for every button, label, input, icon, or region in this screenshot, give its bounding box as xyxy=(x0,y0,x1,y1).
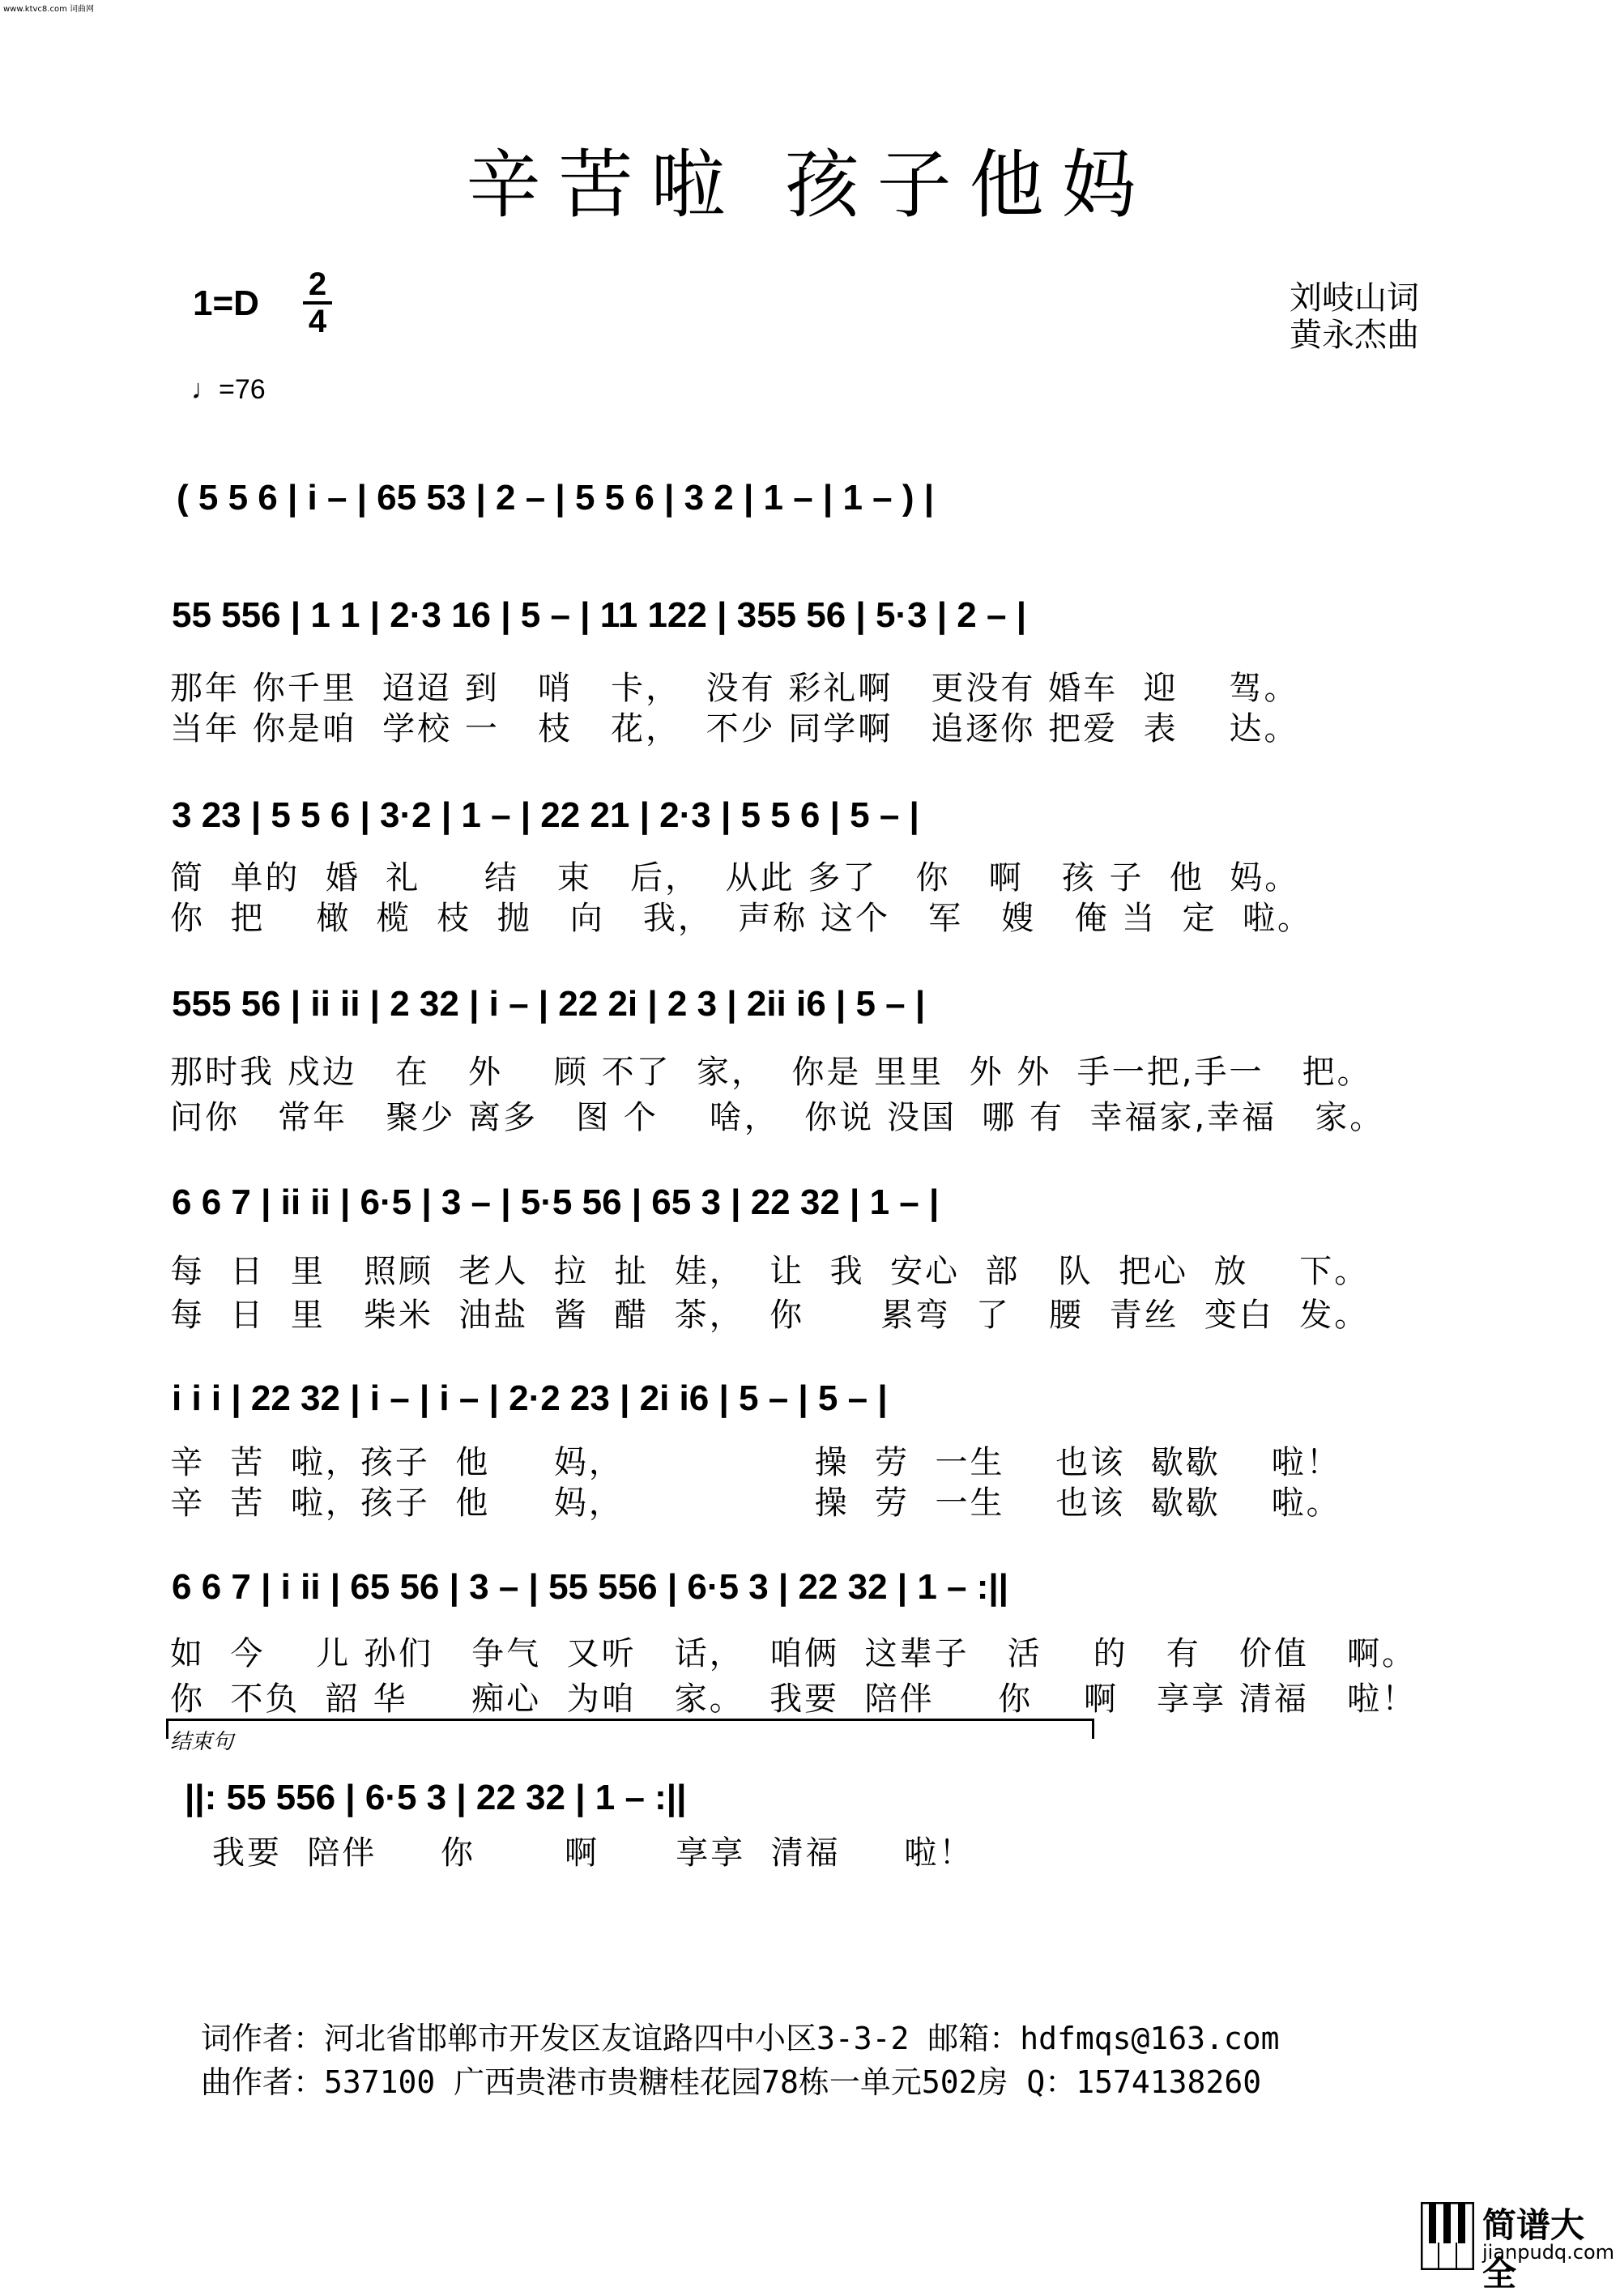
lyrics-5-verse-1: 每 日 里 照顾 老人 拉 扯 娃， 让 我 安心 部 队 把心 放 下。 xyxy=(170,1253,1370,1290)
ending-lyrics: 我要 陪伴 你 啊 享享 清福 啦！ xyxy=(212,1834,974,1872)
notes-4: 555 56 | ii ii | 2 32 | i – | 22 2i | 2 3 | 2ii i6 | 5 – | xyxy=(172,984,926,1024)
composer: 黄永杰曲 xyxy=(1290,317,1419,354)
composer-address: 曲作者：537100 广西贵港市贵糖桂花园78栋一单元502房 Q：1574138260 xyxy=(201,2064,1262,2100)
site-label: www.ktvc8.com 词曲网 xyxy=(3,5,95,14)
lyrics-2-verse-2: 当年 你是咱 学校 一 枝 花， 不少 同学啊 追逐你 把爱 表 达。 xyxy=(170,710,1299,748)
song-title: 辛苦啦 孩子他妈 xyxy=(466,142,1154,228)
notes-3: 3 23 | 5 5 6 | 3·2 | 1 – | 22 21 | 2·3 | 5 5 6 | 5 – | xyxy=(172,795,919,835)
lyricist-address: 词作者：河北省邯郸市开发区友谊路四中小区3-3-2 邮箱：hdfmqs@163.com xyxy=(201,2021,1280,2056)
lyrics-7-verse-1: 如 今 儿 孙们 争气 又听 话， 咱俩 这辈子 活 的 有 价值 啊。 xyxy=(170,1635,1418,1672)
lyrics-7-verse-2: 你 不负 韶 华 痴心 为咱 家。 我要 陪伴 你 啊 享享 清福 啦！ xyxy=(170,1680,1418,1718)
credits xyxy=(1290,279,1419,354)
lyrics-4-verse-2: 问你 常年 聚少 离多 图 个 啥， 你说 没国 哪 有 幸福家,幸福 家。 xyxy=(170,1099,1385,1136)
notes-7: 6 6 7 | i ii | 65 56 | 3 – | 55 556 | 6·5 3 | 22 32 | 1 – :|| xyxy=(172,1567,1008,1607)
lyrics-2-verse-1: 那年 你千里 迢迢 到 哨 卡， 没有 彩礼啊 更没有 婚车 迎 驾。 xyxy=(170,670,1299,707)
lyrics-6-verse-1: 辛 苦 啦，孩子 他 妈， 操 劳 一生 也该 歇歇 啦！ xyxy=(170,1444,1341,1481)
notes-1: ( 5 5 6 | i – | 65 53 | 2 – | 5 5 6 | 3 2 | 1 – | 1 – ) | xyxy=(177,478,935,518)
logo-url: jianpudq.com xyxy=(1482,2241,1615,2264)
ending-label: 结束句 xyxy=(170,1730,234,1754)
ending-bracket xyxy=(166,1719,1094,1739)
site-logo xyxy=(1421,2199,1615,2294)
lyrics-6-verse-2: 辛 苦 啦，孩子 他 妈， 操 劳 一生 也该 歇歇 啦。 xyxy=(170,1485,1341,1522)
notes-2: 55 556 | 1 1 | 2·3 16 | 5 – | 11 122 | 355 56 | 5·3 | 2 – | xyxy=(172,595,1027,635)
lyrics-4-verse-1: 那时我 戍边 在 外 顾 不了 家， 你是 里里 外 外 手一把,手一 把。 xyxy=(170,1054,1372,1091)
notes-5: 6 6 7 | ii ii | 6·5 | 3 – | 5·5 56 | 65 3 | 22 32 | 1 – | xyxy=(172,1182,940,1222)
logo-name: 简谱大全 xyxy=(1482,2205,1585,2294)
lyrics-3-verse-1: 简 单的 婚 礼 结 束 后， 从此 多了 你 啊 孩 子 他 妈。 xyxy=(170,859,1300,897)
lyrics-3-verse-2: 你 把 橄 榄 枝 抛 向 我， 声称 这个 军 嫂 俺 当 定 啦。 xyxy=(170,900,1313,937)
lyricist: 刘岐山词 xyxy=(1290,279,1419,317)
key-signature: 1=D xyxy=(193,283,259,323)
ending-notes: ||: 55 556 | 6·5 3 | 22 32 | 1 – :|| xyxy=(185,1778,687,1817)
time-signature: 2 4 xyxy=(301,267,334,339)
lyrics-5-verse-2: 每 日 里 柴米 油盐 酱 醋 茶， 你 累弯 了 腰 青丝 变白 发。 xyxy=(170,1297,1370,1334)
piano-keys-icon xyxy=(1421,2202,1474,2270)
tempo-marking: ♩=76 xyxy=(191,374,266,405)
notes-6: i i i | 22 32 | i – | i – | 2·2 23 | 2i i6 | 5 – | 5 – | xyxy=(172,1378,888,1418)
